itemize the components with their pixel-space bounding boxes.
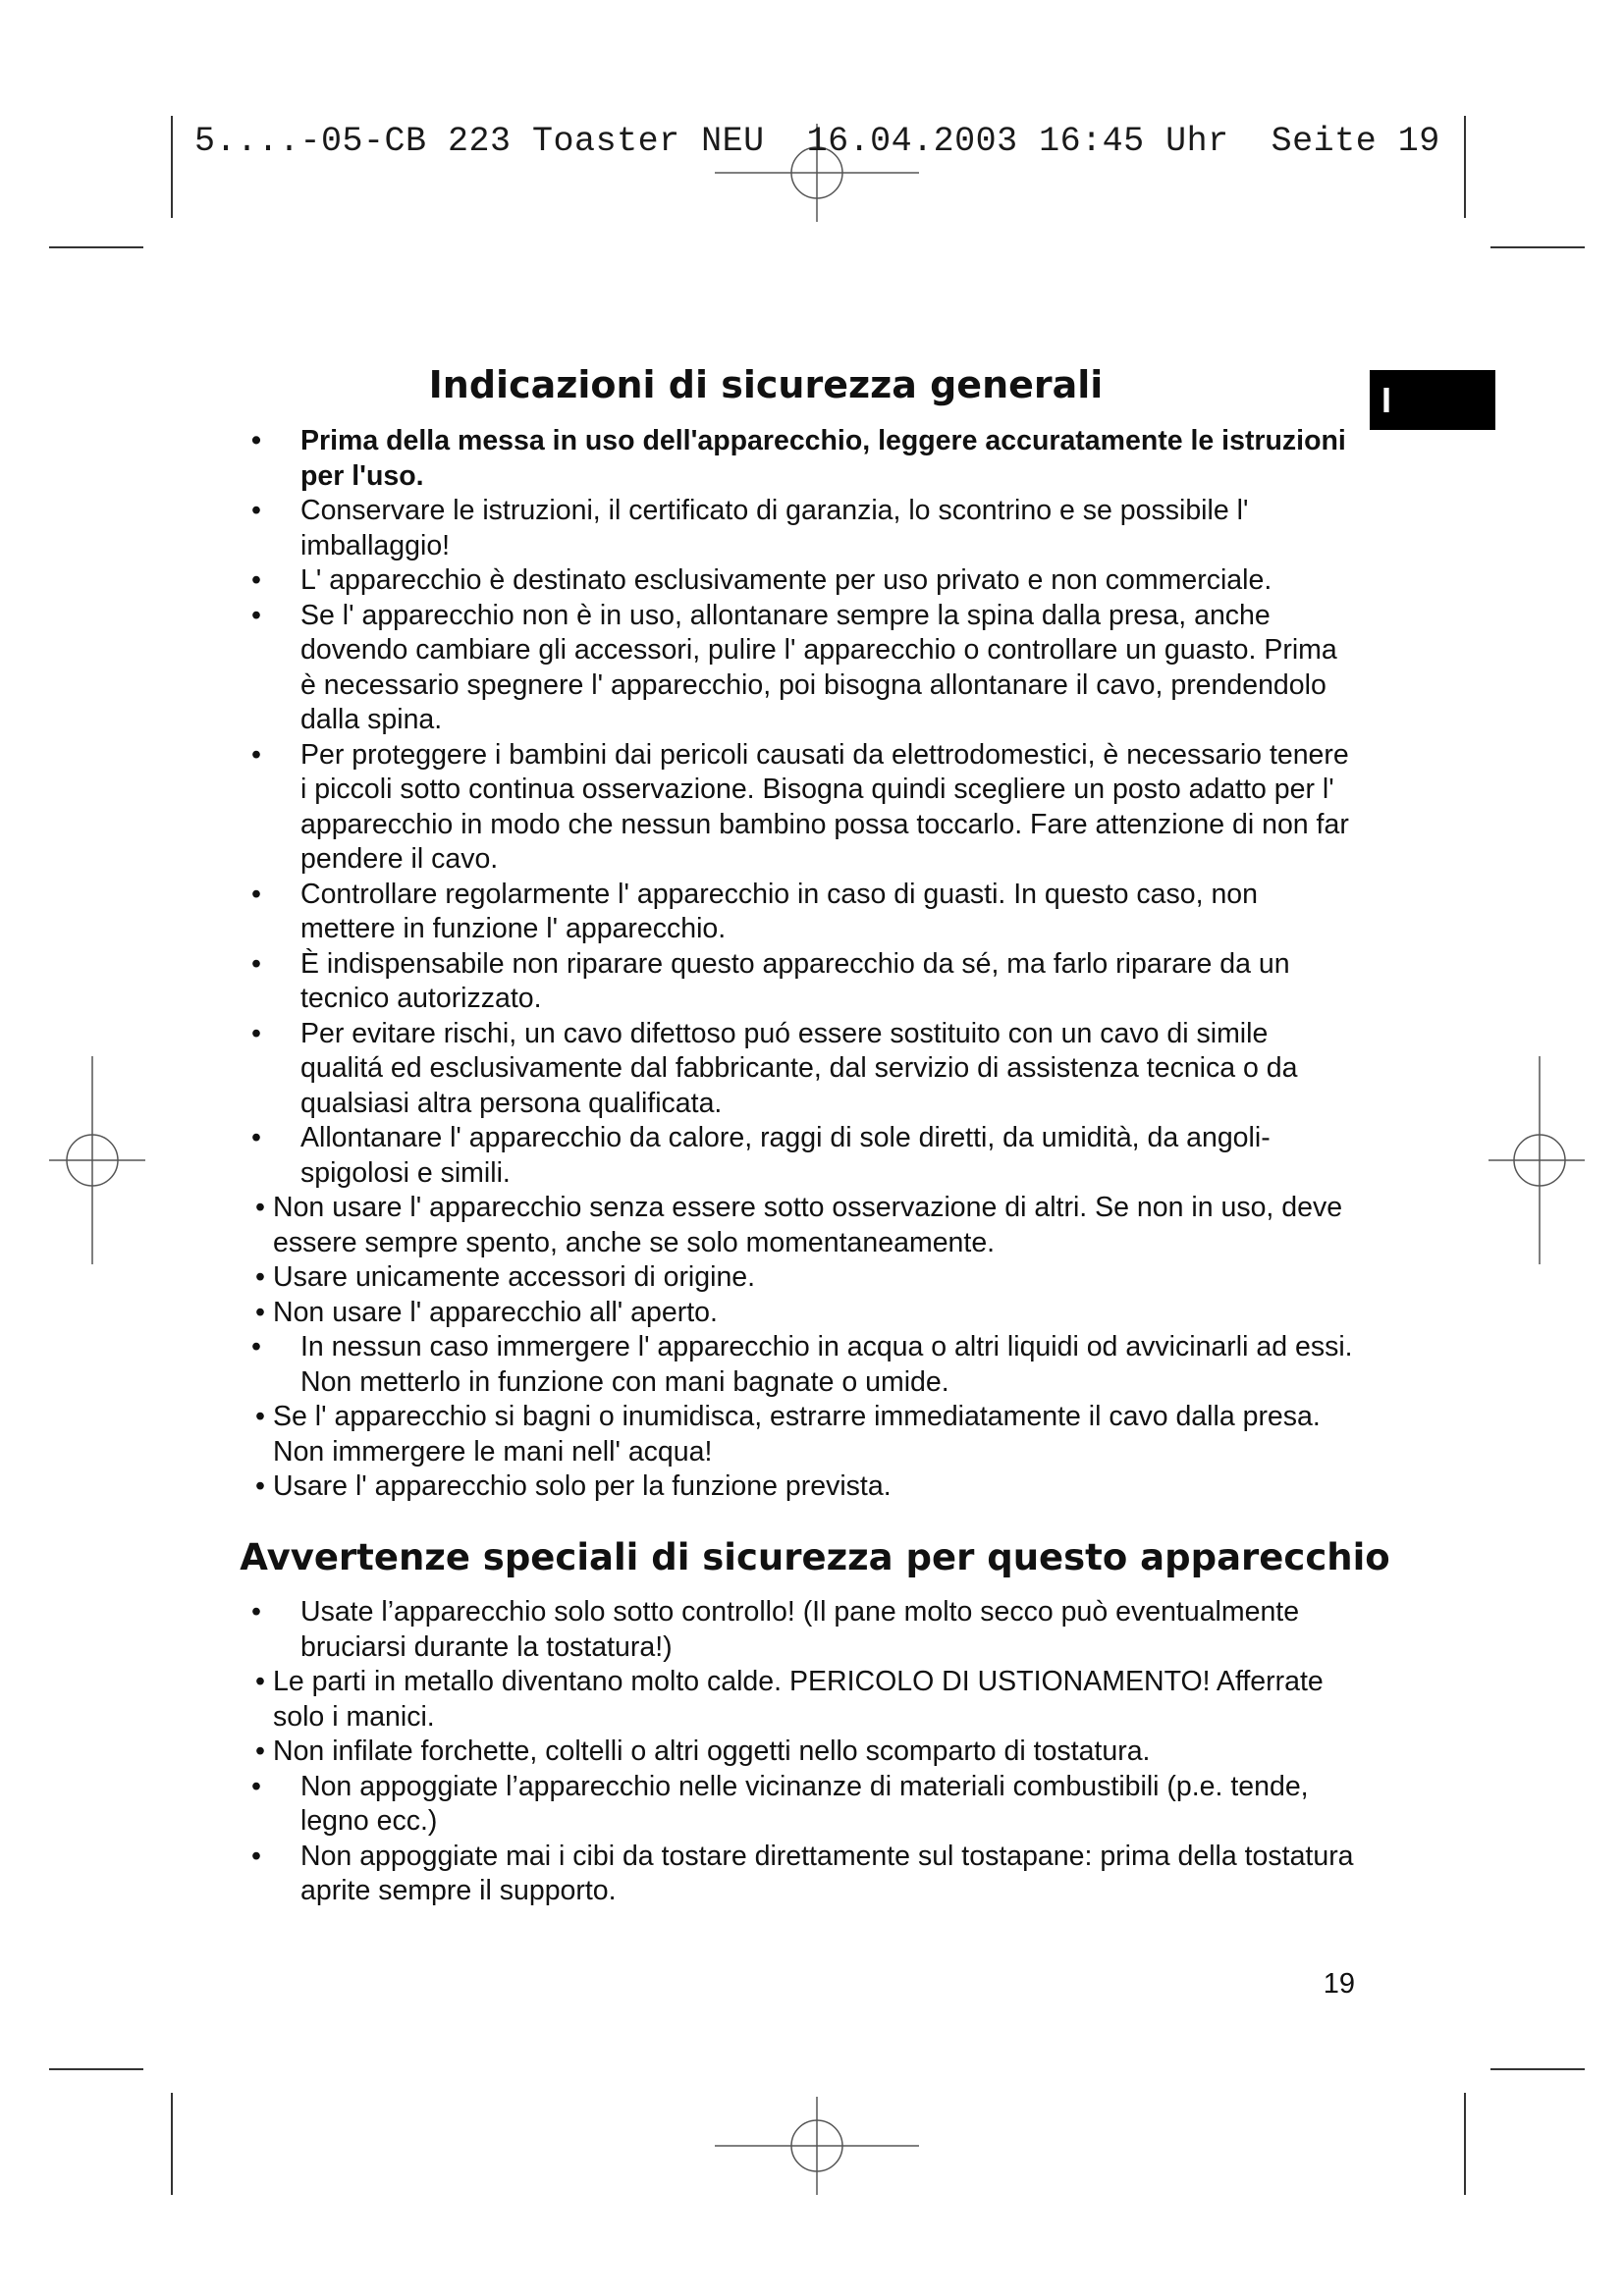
section-heading-special-safety: Avvertenze speciali di sicurezza per questo apparecchio [240, 1536, 1390, 1578]
bullet-icon: • [251, 878, 261, 910]
list-item [245, 947, 1355, 1017]
list-item [245, 1330, 1355, 1400]
list-item [245, 1191, 1355, 1260]
bullet-icon: • [251, 1122, 261, 1153]
bullet-icon: • [251, 495, 261, 526]
list-item [245, 494, 1355, 563]
registration-mark-right [1489, 1056, 1585, 1264]
list-item [245, 1017, 1355, 1122]
bullet-icon: • [251, 599, 261, 631]
list-item-text: Se l' apparecchio non è in uso, allontanare sempre la spina dalla presa, anche dovendo cambiare gli accessori, pulire l' apparecchio o controllare un guasto. Prima è necessario spegnere l' apparecchio, poi bisogna allontanare il cavo, prendendolo dalla spina. [300, 599, 1337, 735]
list-item [245, 1735, 1355, 1770]
list-item [245, 1770, 1355, 1840]
list-item-text: Non infilate forchette, coltelli o altri oggetti nello scomparto di tostatura. [273, 1735, 1151, 1767]
bullet-icon: • [251, 564, 261, 596]
list-item [245, 424, 1355, 494]
list-item-text: Non appoggiate mai i cibi da tostare direttamente sul tostapane: prima della tostatura aprite sempre il supporto. [300, 1840, 1354, 1906]
list-item-text: Per proteggere i bambini dai pericoli causati da elettrodomestici, è necessario tenere i piccoli sotto continua osservazione. Bisogna quindi scegliere un posto adatto per l' apparecchio in modo che nessun bambino possa toccarlo. Fare attenzione di non far pendere il cavo. [300, 738, 1349, 875]
list-item [245, 1260, 1355, 1296]
list-item [245, 1296, 1355, 1331]
bullet-icon: • [251, 1017, 261, 1049]
bullet-icon: • [255, 1470, 265, 1502]
list-item [245, 1121, 1355, 1191]
registration-mark-left [49, 1056, 145, 1264]
bullet-icon: • [251, 1770, 261, 1802]
bullet-icon: • [255, 1666, 265, 1697]
list-item-text: Per evitare rischi, un cavo difettoso puó essere sostituito con un cavo di simile qualitá ed esclusivamente dal fabbricante, dal servizio di assistenza tecnica o da qualsiasi altra persona qualificata. [300, 1017, 1298, 1119]
registration-mark-bottom [715, 2097, 919, 2195]
general-safety-list [245, 424, 1355, 1505]
special-safety-list [245, 1595, 1355, 1909]
list-item-text: L' apparecchio è destinato esclusivamente per uso privato e non commerciale. [300, 564, 1272, 596]
list-item-text: Usare l' apparecchio solo per la funzione prevista. [273, 1470, 892, 1502]
list-item [245, 878, 1355, 947]
list-item [245, 1840, 1355, 1909]
list-item-text: Se l' apparecchio si bagni o inumidisca, estrarre immediatamente il cavo dalla presa. Non immergere le mani nell' acqua! [273, 1401, 1321, 1468]
bullet-icon: • [251, 1331, 261, 1362]
list-item-text: È indispensabile non riparare questo apparecchio da sé, ma farlo riparare da un tecnico autorizzato. [300, 947, 1290, 1014]
list-item [245, 599, 1355, 738]
bullet-icon: • [255, 1401, 265, 1432]
list-item [245, 738, 1355, 878]
list-item-text: Non usare l' apparecchio all' aperto. [273, 1296, 718, 1328]
list-item-text: Prima della messa in uso dell'apparecchio, leggere accuratamente le istruzioni per l'uso. [300, 425, 1346, 492]
bullet-icon: • [251, 1596, 261, 1628]
bullet-icon: • [251, 425, 261, 456]
list-item-text: Usate l’apparecchio solo sotto controllo! (Il pane molto secco può eventualmente bruciarsi durante la tostatura!) [300, 1596, 1300, 1663]
list-item [245, 1595, 1355, 1665]
print-slug-header: 5....-05-CB 223 Toaster NEU 16.04.2003 16:45 Uhr Seite 19 [194, 122, 1440, 161]
bullet-icon: • [251, 738, 261, 771]
list-item-text: Le parti in metallo diventano molto calde. PERICOLO DI USTIONAMENTO! Afferrate solo i manici. [273, 1666, 1324, 1733]
list-item-text: Allontanare l' apparecchio da calore, raggi di sole diretti, da umidità, da angoli-spigolosi e simili. [300, 1122, 1271, 1189]
list-item [245, 563, 1355, 599]
list-item [245, 1400, 1355, 1469]
section-heading-general-safety: Indicazioni di sicurezza generali [428, 363, 1104, 406]
bullet-icon: • [255, 1296, 265, 1328]
page-number: 19 [1323, 1968, 1355, 2000]
list-item-text: Non appoggiate l’apparecchio nelle vicinanze di materiali combustibili (p.e. tende, legno ecc.) [300, 1770, 1309, 1837]
bullet-icon: • [255, 1192, 265, 1223]
list-item [245, 1665, 1355, 1735]
bullet-icon: • [251, 1840, 261, 1872]
list-item-text: Conservare le istruzioni, il certificato di garanzia, lo scontrino e se possibile l' imballaggio! [300, 495, 1249, 561]
language-section-tab: I [1370, 370, 1495, 430]
bullet-icon: • [251, 947, 261, 980]
bullet-icon: • [255, 1735, 265, 1767]
list-item-text: Usare unicamente accessori di origine. [273, 1261, 756, 1293]
list-item-text: Controllare regolarmente l' apparecchio in caso di guasti. In questo caso, non mettere in funzione l' apparecchio. [300, 878, 1259, 944]
list-item-text: Non usare l' apparecchio senza essere sotto osservazione di altri. Se non in uso, deve essere sempre spento, anche se solo momentaneamente. [273, 1192, 1343, 1258]
list-item-text: In nessun caso immergere l' apparecchio in acqua o altri liquidi od avvicinarli ad essi. Non metterlo in funzione con mani bagnate o umide. [300, 1331, 1353, 1398]
bullet-icon: • [255, 1261, 265, 1293]
list-item [245, 1469, 1355, 1505]
